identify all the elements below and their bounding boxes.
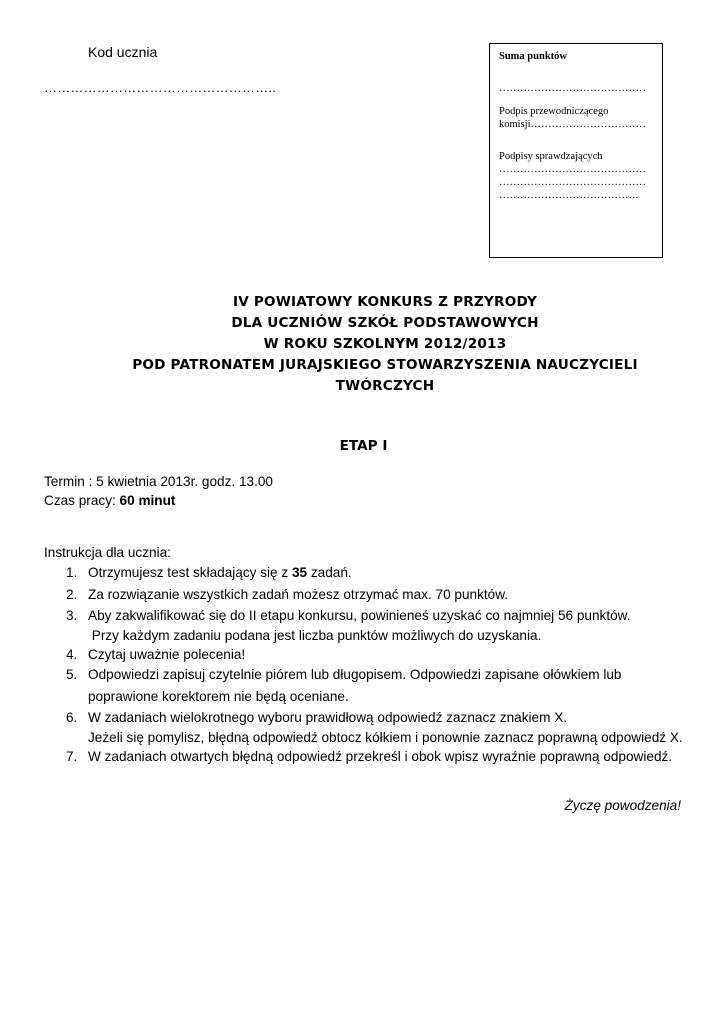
- item-number: 1.: [66, 565, 78, 580]
- checkers-signature-label: Podpisy sprawdzających: [499, 151, 603, 162]
- item-text: Odpowiedzi zapisuj czytelnie piórem lub długopisem. Odpowiedzi zapisane ołówkiem lub: [88, 666, 622, 682]
- checker-signature-field-3: ………………………………….: [499, 190, 639, 201]
- exam-date: Termin : 5 kwietnia 2013r. godz. 13.00: [44, 474, 273, 489]
- task-count: 35: [291, 565, 308, 580]
- item-number: 7.: [66, 749, 78, 765]
- list-item: [44, 606, 704, 645]
- exam-duration: [44, 493, 175, 508]
- score-sum-label: Suma punktów: [499, 51, 567, 62]
- contest-title: [60, 292, 710, 397]
- duration-value: 60 minut: [119, 493, 176, 508]
- list-item: [44, 645, 704, 665]
- closing-wish: Życzę powodzenia!: [564, 798, 681, 813]
- checker-signature-field-1: ……………………………………: [499, 164, 646, 175]
- list-item: [44, 563, 704, 583]
- duration-label: Czas pracy:: [44, 493, 120, 508]
- title-line-2: DLA UCZNIÓW SZKÓŁ PODSTAWOWYCH: [231, 315, 539, 331]
- instructions-list: [44, 563, 704, 767]
- item-number: 3.: [66, 608, 78, 624]
- list-item: [44, 665, 704, 706]
- title-line-1: IV POWIATOWY KONKURS Z PRZYRODY: [232, 294, 537, 310]
- list-item: [44, 708, 704, 747]
- score-sum-field: ……………………………………: [499, 83, 646, 94]
- item-text: W zadaniach wielokrotnego wyboru prawidłową odpowiedź zaznacz znakiem X.: [88, 710, 568, 726]
- list-item: [44, 747, 704, 767]
- chair-signature-label: Podpis przewodniczącego: [499, 106, 609, 117]
- student-code-field: ……………………………………………..: [44, 80, 277, 95]
- title-line-5: TWÓRCZYCH: [335, 378, 435, 394]
- item-text: Za rozwiązanie wszystkich zadań możesz otrzymać max. 70 punktów.: [88, 586, 509, 602]
- checker-signature-field-2: ……………………………………: [499, 177, 646, 188]
- chair-signature-field: komisji……………………………: [499, 119, 647, 130]
- stage-heading: ETAP I: [339, 438, 388, 454]
- title-line-4: POD PATRONATEM JURAJSKIEGO STOWARZYSZENIA NAUCZYCIELI: [132, 357, 638, 373]
- item-text-continued: poprawione korektorem nie będą oceniane.: [88, 688, 349, 704]
- item-text: zadań.: [307, 565, 352, 580]
- item-number: 2.: [66, 586, 78, 602]
- student-code-label: Kod ucznia: [88, 44, 158, 60]
- item-text: W zadaniach otwartych błędną odpowiedź przekreśl i obok wpisz wyraźnie poprawną odpowiedź.: [88, 749, 673, 765]
- item-text: Aby zakwalifikować się do II etapu konkursu, powinieneś uzyskać co najmniej 56 punktów.: [88, 608, 631, 624]
- item-text: Czytaj uważnie polecenia!: [88, 647, 246, 663]
- instructions-heading: Instrukcja dla ucznia:: [44, 545, 171, 560]
- score-box: [489, 43, 663, 258]
- item-number: 4.: [66, 647, 78, 663]
- item-text-continued: Przy każdym zadaniu podana jest liczba punktów możliwych do uzyskania.: [88, 627, 542, 643]
- item-number: 6.: [66, 710, 78, 726]
- title-line-3: W ROKU SZKOLNYM 2012/2013: [263, 336, 507, 352]
- item-text: Otrzymujesz test składający się z: [88, 565, 292, 580]
- item-text-continued: Jeżeli się pomylisz, błędną odpowiedź obtocz kółkiem i ponownie zaznacz poprawną odpowiedź X.: [88, 729, 683, 745]
- list-item: [44, 585, 704, 605]
- item-number: 5.: [66, 666, 78, 682]
